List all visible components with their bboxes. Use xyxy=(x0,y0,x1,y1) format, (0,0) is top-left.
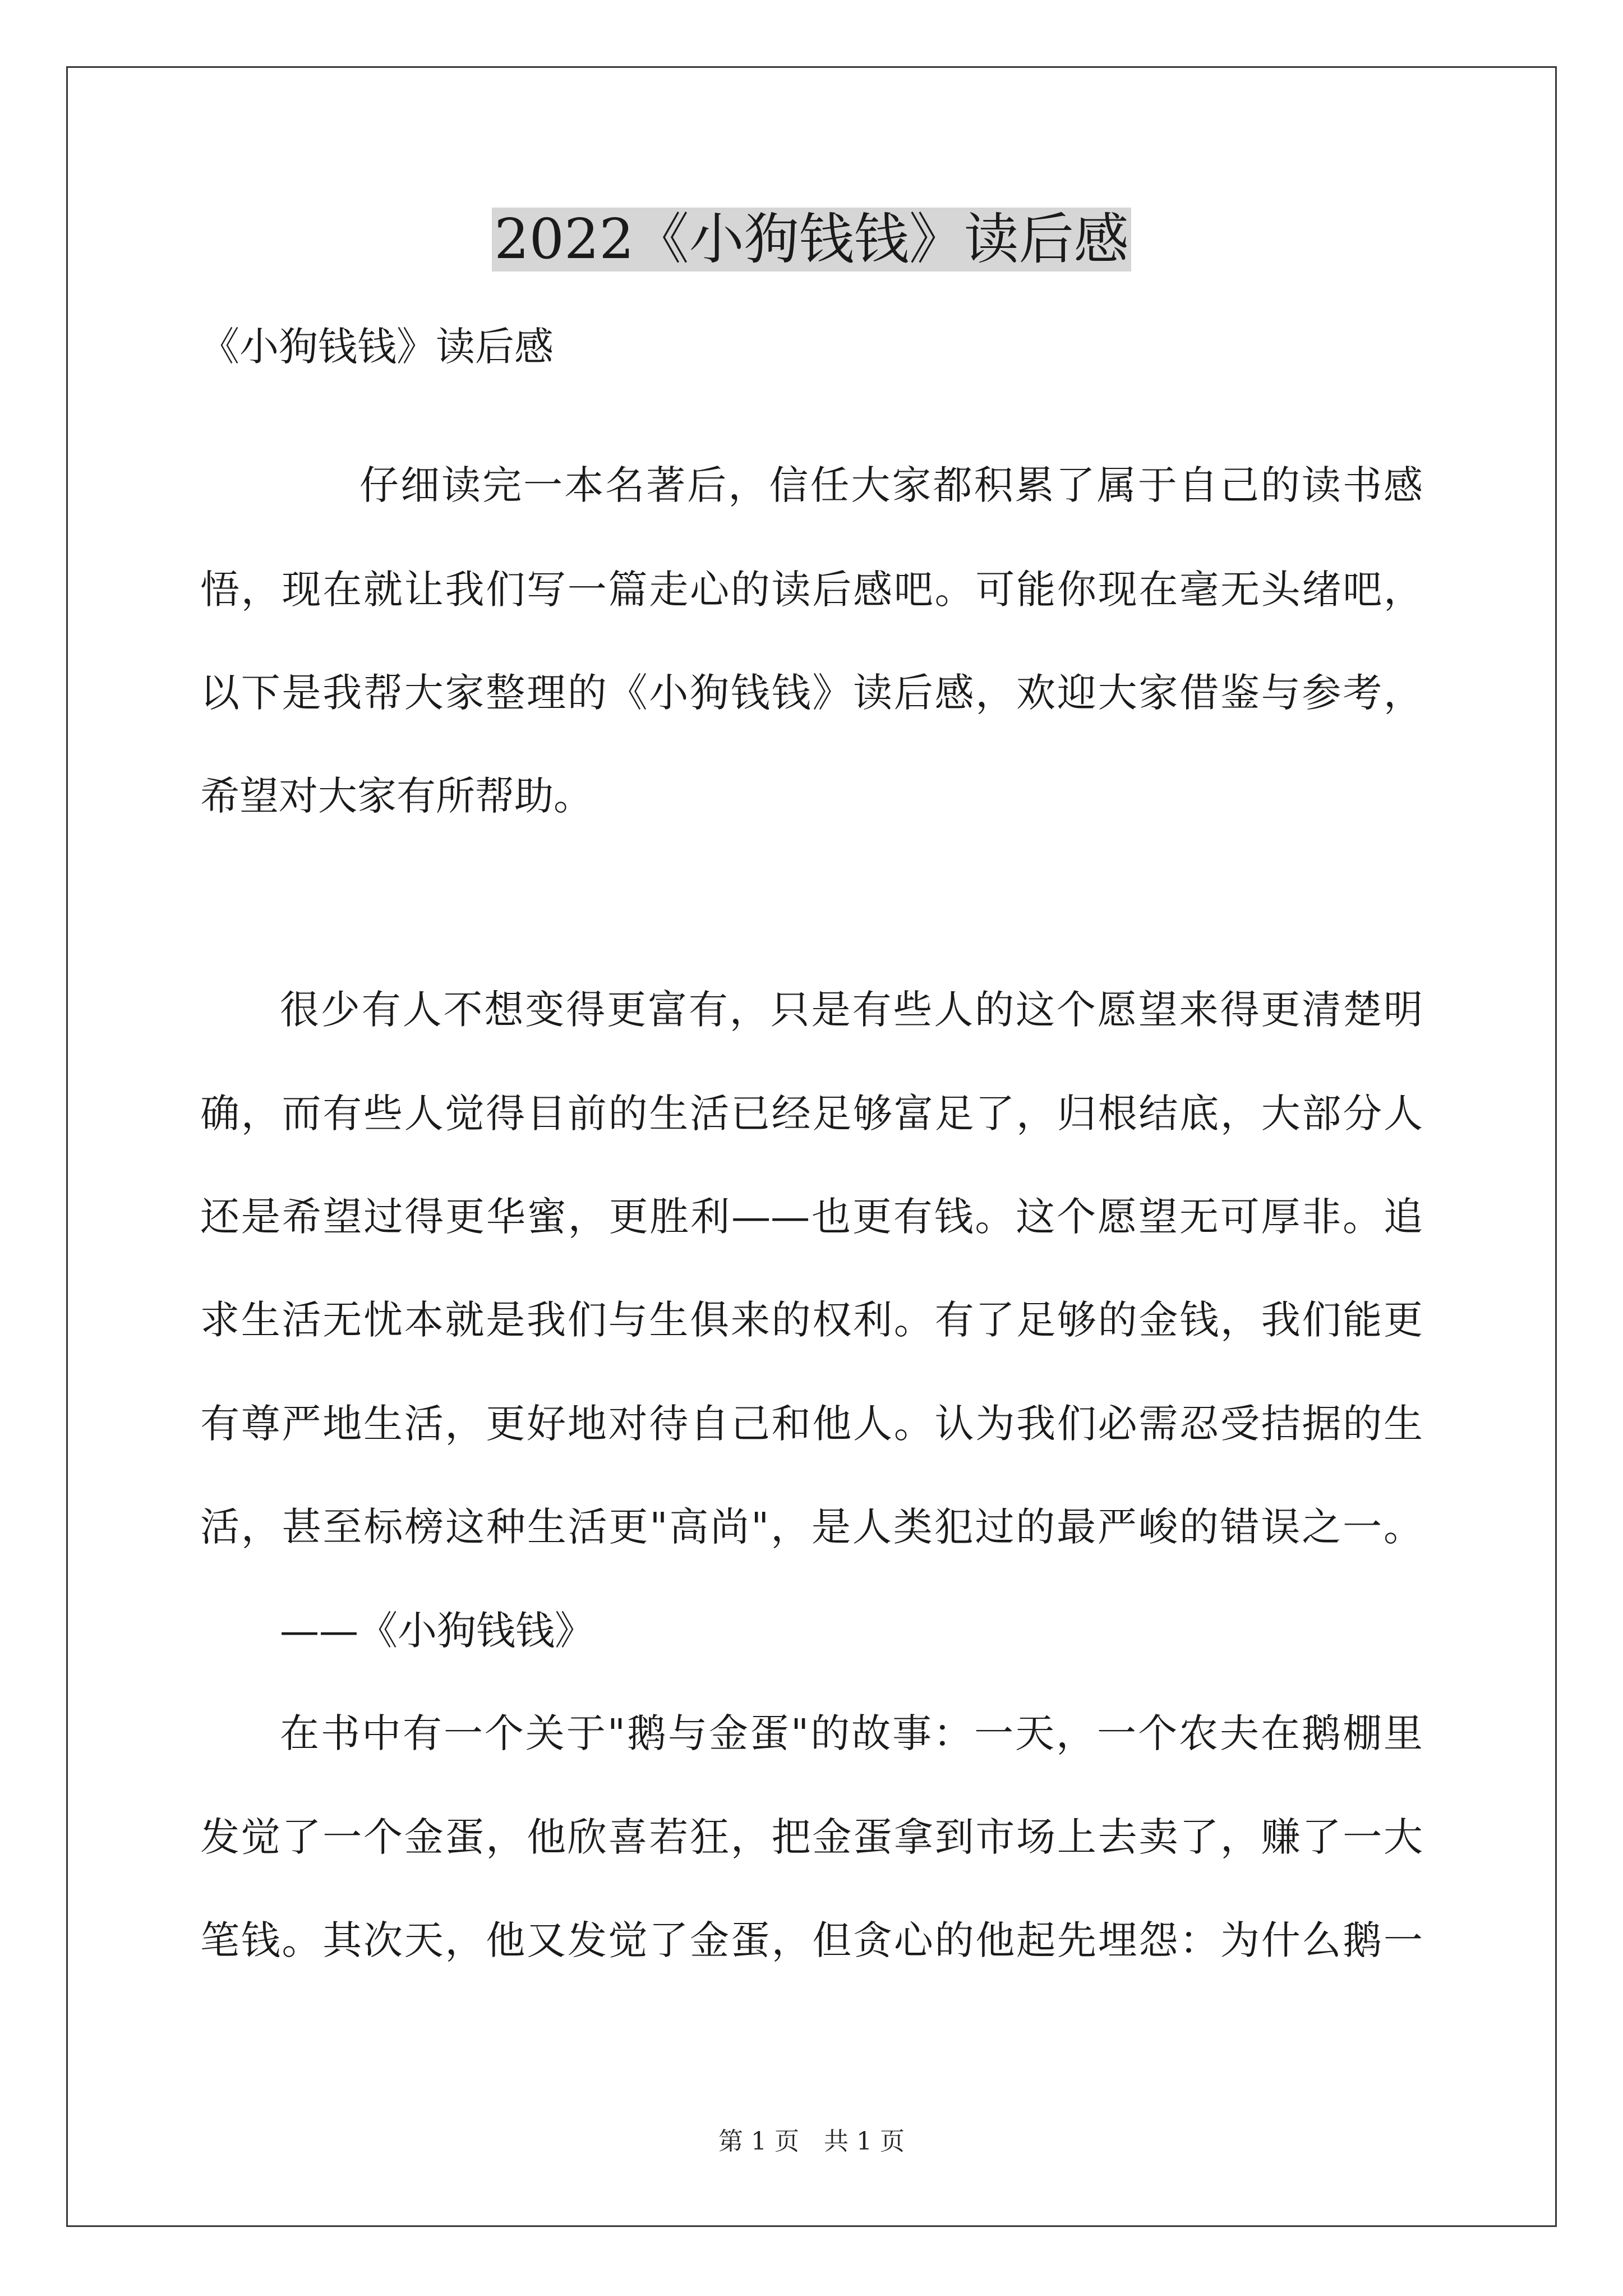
intro-line: 以下是我帮大家整理的《小狗钱钱》读后感，欢迎大家借鉴与参考， xyxy=(200,670,1423,716)
page-number-footer: 第 1 页 共 1 页 xyxy=(718,2127,905,2156)
quote-line: 活，甚至标榜这种生活更"高尚"，是人类犯过的最严峻的错误之一。 xyxy=(200,1504,1423,1550)
subtitle: 《小狗钱钱》读后感 xyxy=(200,324,554,370)
story-line: 发觉了一个金蛋，他欣喜若狂，把金蛋拿到市场上去卖了，赚了一大 xyxy=(200,1814,1423,1860)
page-border xyxy=(66,66,1557,2227)
intro-line: 悟，现在就让我们写一篇走心的读后感吧。可能你现在毫无头绪吧， xyxy=(200,567,1423,613)
story-line: 笔钱。其次天，他又发觉了金蛋，但贪心的他起先埋怨：为什么鹅一 xyxy=(200,1917,1423,1963)
quote-line: 有尊严地生活，更好地对待自己和他人。认为我们必需忍受拮据的生 xyxy=(200,1401,1423,1447)
quote-source: ——《小狗钱钱》 xyxy=(280,1608,594,1654)
document-title-text: 2022《小狗钱钱》读后感 xyxy=(492,208,1131,272)
intro-line: 希望对大家有所帮助。 xyxy=(200,773,593,819)
quote-line: 很少有人不想变得更富有，只是有些人的这个愿望来得更清楚明 xyxy=(280,987,1423,1033)
story-line: 在书中有一个关于"鹅与金蛋"的故事：一天，一个农夫在鹅棚里 xyxy=(280,1710,1423,1756)
quote-line: 还是希望过得更华蜜，更胜利——也更有钱。这个愿望无可厚非。追 xyxy=(200,1194,1423,1240)
quote-line: 确，而有些人觉得目前的生活已经足够富足了，归根结底，大部分人 xyxy=(200,1091,1423,1137)
document-title xyxy=(0,203,1623,276)
intro-line: 仔细读完一本名著后，信任大家都积累了属于自己的读书感 xyxy=(359,462,1423,508)
quote-line: 求生活无忧本就是我们与生俱来的权利。有了足够的金钱，我们能更 xyxy=(200,1297,1423,1343)
